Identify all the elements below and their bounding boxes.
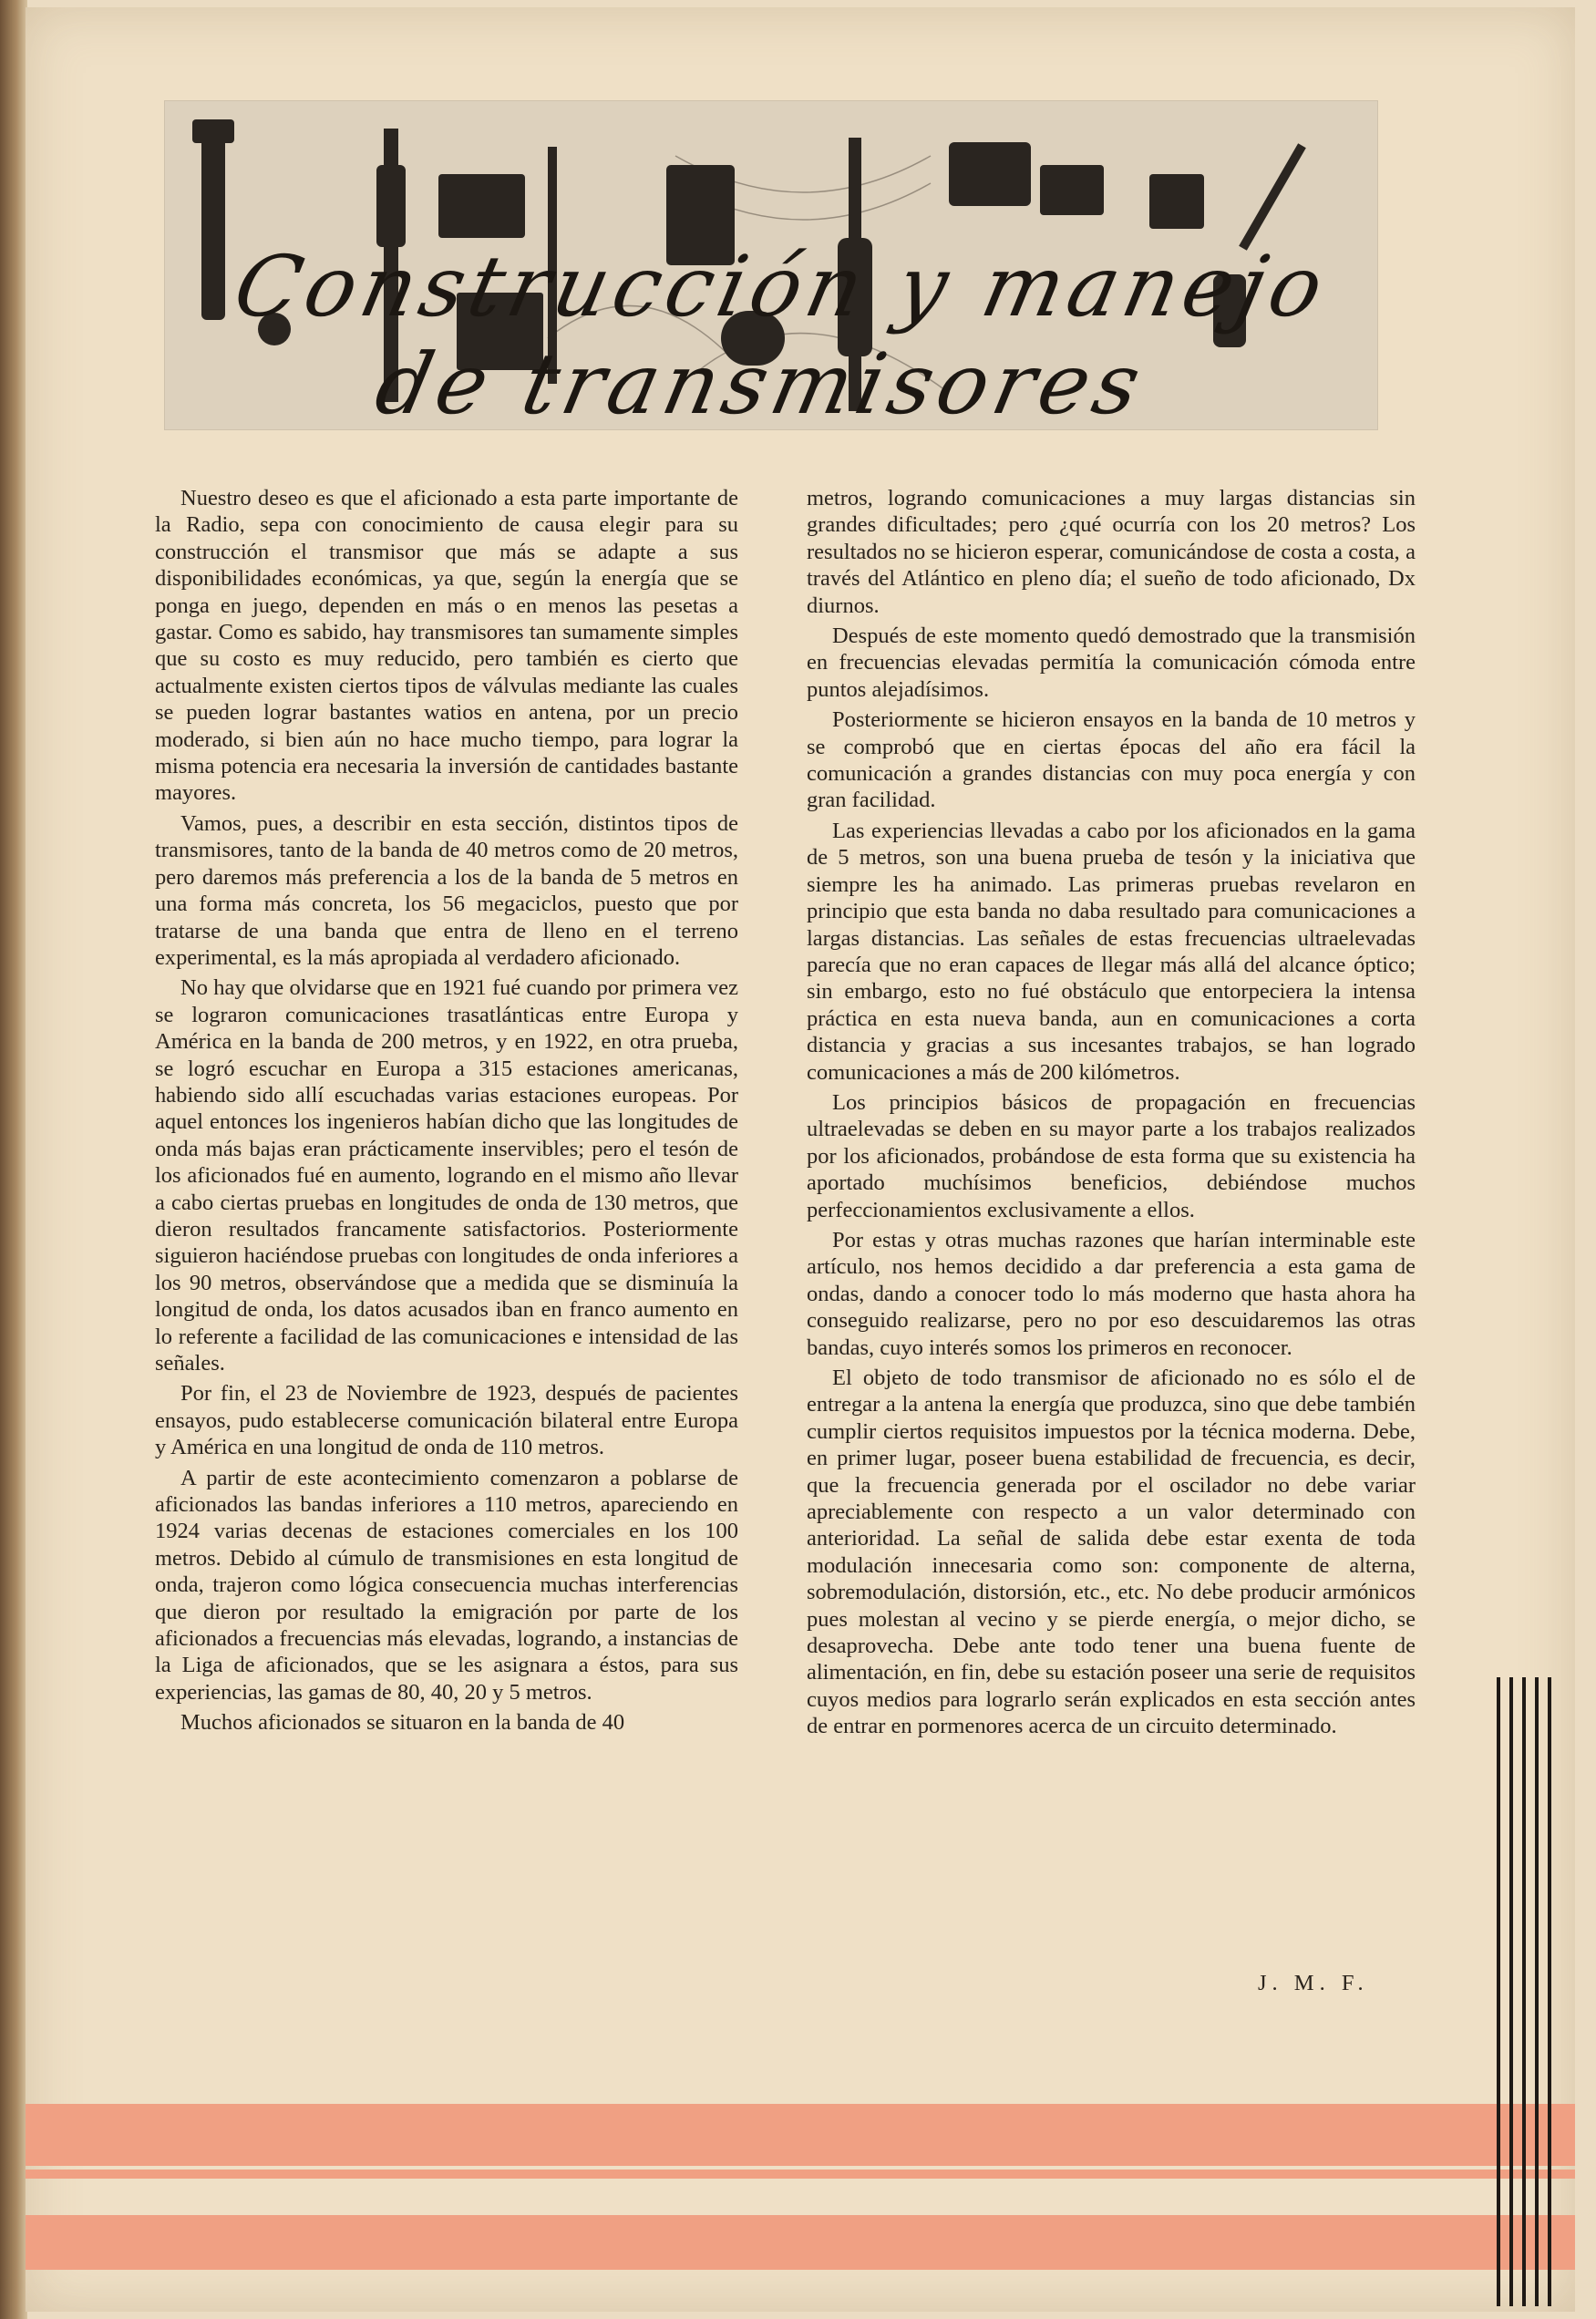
probe-icon: [1239, 143, 1306, 251]
paragraph: Vamos, pues, a describir en esta sección, distintos tipos de transmisores, tanto de la banda de 40 metros como de 20 metros, pero daremos más preferencia a los de la banda de 5 metros en una forma más concreta, los 56 megaciclos, puesto que por tratarse de una banda que entra de lleno en el terreno experimental, es la más apropiada al verdadero aficionado.: [155, 810, 738, 970]
meter-icon: [949, 142, 1031, 206]
vertical-bar: [1497, 1677, 1500, 2306]
paragraph: Por estas y otras muchas razones que harían interminable este artículo, nos hemos decidido a dar preferencia a esta gama de ondas, dando a conocer todo lo más moderno que hasta ahora ha conseguido realizarse, pero no por eso descuidaremos las otras bandas, cuyo interés somos los primeros en reconocer.: [807, 1227, 1416, 1360]
paragraph: Por fin, el 23 de Noviembre de 1923, después de pacientes ensayos, pudo establecerse comunicación bilateral entre Europa y América en una longitud de onda de 110 metros.: [155, 1381, 738, 1460]
vertical-bar: [1535, 1677, 1539, 2306]
decorative-stripe: [26, 2170, 1575, 2179]
author-signature: J. M. F.: [1258, 1971, 1369, 1995]
paragraph: Los principios básicos de propagación en frecuencias ultraelevadas se deben en su mayor parte a los trabajos realizados por los aficionados, probándose de esta forma que su existencia ha aportado muchísimos beneficios, debiéndose muchos perfeccionamientos exclusivamente a ellos.: [807, 1089, 1416, 1222]
decorative-stripe: [26, 2215, 1575, 2270]
page-binding: [0, 0, 27, 2319]
paragraph: Las experiencias llevadas a cabo por los aficionados en la gama de 5 metros, son una buena prueba de tesón y la iniciativa que siempre les ha animado. Las primeras pruebas revelaron en principio que esta banda no daba resultado para comunicaciones a largas distancias. Las señales de estas frecuencias ultraelevadas parecía que no eran capaces de llegar más allá del alcance óptico; sin embargo, esto no fué obstáculo que entorpeciera la intensa práctica en esta nueva banda, aun en comunicaciones a corta distancia y gracias a sus incesantes trabajos, se han logrado comunicaciones a más de 200 kilómetros.: [807, 818, 1416, 1085]
article-column-left: [155, 485, 738, 1740]
switch-icon: [1149, 174, 1204, 229]
vertical-bar: [1509, 1677, 1513, 2306]
paragraph: A partir de este acontecimiento comenzaron a poblarse de aficionados las bandas inferiores a 110 metros, apareciendo en 1924 varias decenas de estaciones comerciales en los 100 metros. Debido al cúmulo de transmisiones en esta longitud de onda, trajeron como lógica consecuencia muchas interferencias que dieron por resultado la emigración por parte de los aficionados a frecuencias más elevadas, logrando, a instancias de la Liga de aficionados, que se les asignara a éstos, para sus experiencias, las gamas de 80, 40, 20 y 5 metros.: [155, 1465, 738, 1705]
relay-icon: [1040, 165, 1104, 215]
vertical-bar: [1522, 1677, 1526, 2306]
header-illustration: [164, 100, 1378, 433]
paragraph: Muchos aficionados se situaron en la banda de 40: [180, 1710, 625, 1736]
paragraph: El objeto de todo transmisor de aficionado no es sólo el de entregar a la antena la energía que produzca, sino que debe también cumplir ciertos requisitos impuestos por la técnica moderna. Debe, en primer lugar, poseer buena estabilidad de frecuencia, es decir, que la frecuencia generada por el oscilador no debe variar apreciablemente con respecto a un valor determinado con anterioridad. La señal de salida debe estar exenta de toda modulación innecesaria como son: componente de alterna, sobremodulación, distorsión, etc., etc. No debe producir armónicos pues molestan al vecino y se pierde energía, o mejor dicho, se desaprovecha. Debe ante todo tener una buena fuente de alimentación, en fin, debe su estación poseer una serie de requisitos cuyos medios para lograrlo serán explicados en esta sección antes de entrar en pormenores acerca de un circuito determinado.: [807, 1366, 1416, 1739]
vertical-bar: [1548, 1677, 1551, 2306]
paragraph: Después de este momento quedó demostrado que la transmisión en frecuencias elevadas permitía la comunicación cómoda entre puntos alejadísimos.: [807, 624, 1416, 702]
article-column-right: [807, 485, 1416, 1744]
valve-icon: [376, 165, 406, 247]
valve-cap-icon: [192, 119, 234, 143]
paragraph: No hay que olvidarse que en 1921 fué cuando por primera vez se lograron comunicaciones trasatlánticas entre Europa y América en la banda de 200 metros, y en 1922, en otra prueba, se logró escuchar en Europa a 315 estaciones americanas, habiendo sido allí escuchadas varias estaciones europeas. Por aquel entonces los ingenieros habían dicho que las longitudes de onda más bajas eran prácticamente inservibles; pero el tesón de los aficionados fué en aumento, logrando en el mismo año llevar a cabo ciertas pruebas en longitudes de onda de 130 metros, que dieron resultados francamente satisfactorios. Posteriormente siguieron haciéndose pruebas con longitudes de onda inferiores a los 90 metros, observándose que a medida que se disminuía la longitud de onda, los datos acusados iban en franco aumento en lo referente a facilidad de las comunicaciones e intensidad de las señales.: [155, 975, 738, 1376]
paragraph: Posteriormente se hicieron ensayos en la banda de 10 metros y se comprobó que en ciertas épocas del año era fácil la comunicación a grandes distancias con muy poca energía y con gran facilidad.: [807, 707, 1416, 813]
article-title: Construcción y manejo de transmisores: [226, 238, 1337, 433]
paragraph: metros, logrando comunicaciones a muy largas distancias sin grandes dificultades; pero ¿qué ocurría con los 20 metros? Los resultados no se hicieron esperar, comunicándose de costa a costa, a través del Atlántico en pleno día; el sueño de todo aficionado, Dx diurnos.: [807, 486, 1416, 618]
paragraph: Nuestro deseo es que el aficionado a esta parte importante de la Radio, sepa con conocimiento de causa elegir para su construcción el transmisor que más se adapte a sus disponibilidades económicas, ya que, según la energía que se ponga en juego, dependen en más o en menos las pesetas a gastar. Como es sabido, hay transmisores tan sumamente simples que su costo es muy reducido, pero también es cierto que actualmente existen ciertos tipos de válvulas mediante las cuales se pueden lograr bastantes watios en antena, por un precio moderado, si bien aún no hace mucho tiempo, para lograr la misma potencia era necesaria la inversión de cantidades bastante mayores.: [155, 486, 738, 806]
capacitor-block-icon: [438, 174, 525, 238]
decorative-stripe: [26, 2104, 1575, 2166]
